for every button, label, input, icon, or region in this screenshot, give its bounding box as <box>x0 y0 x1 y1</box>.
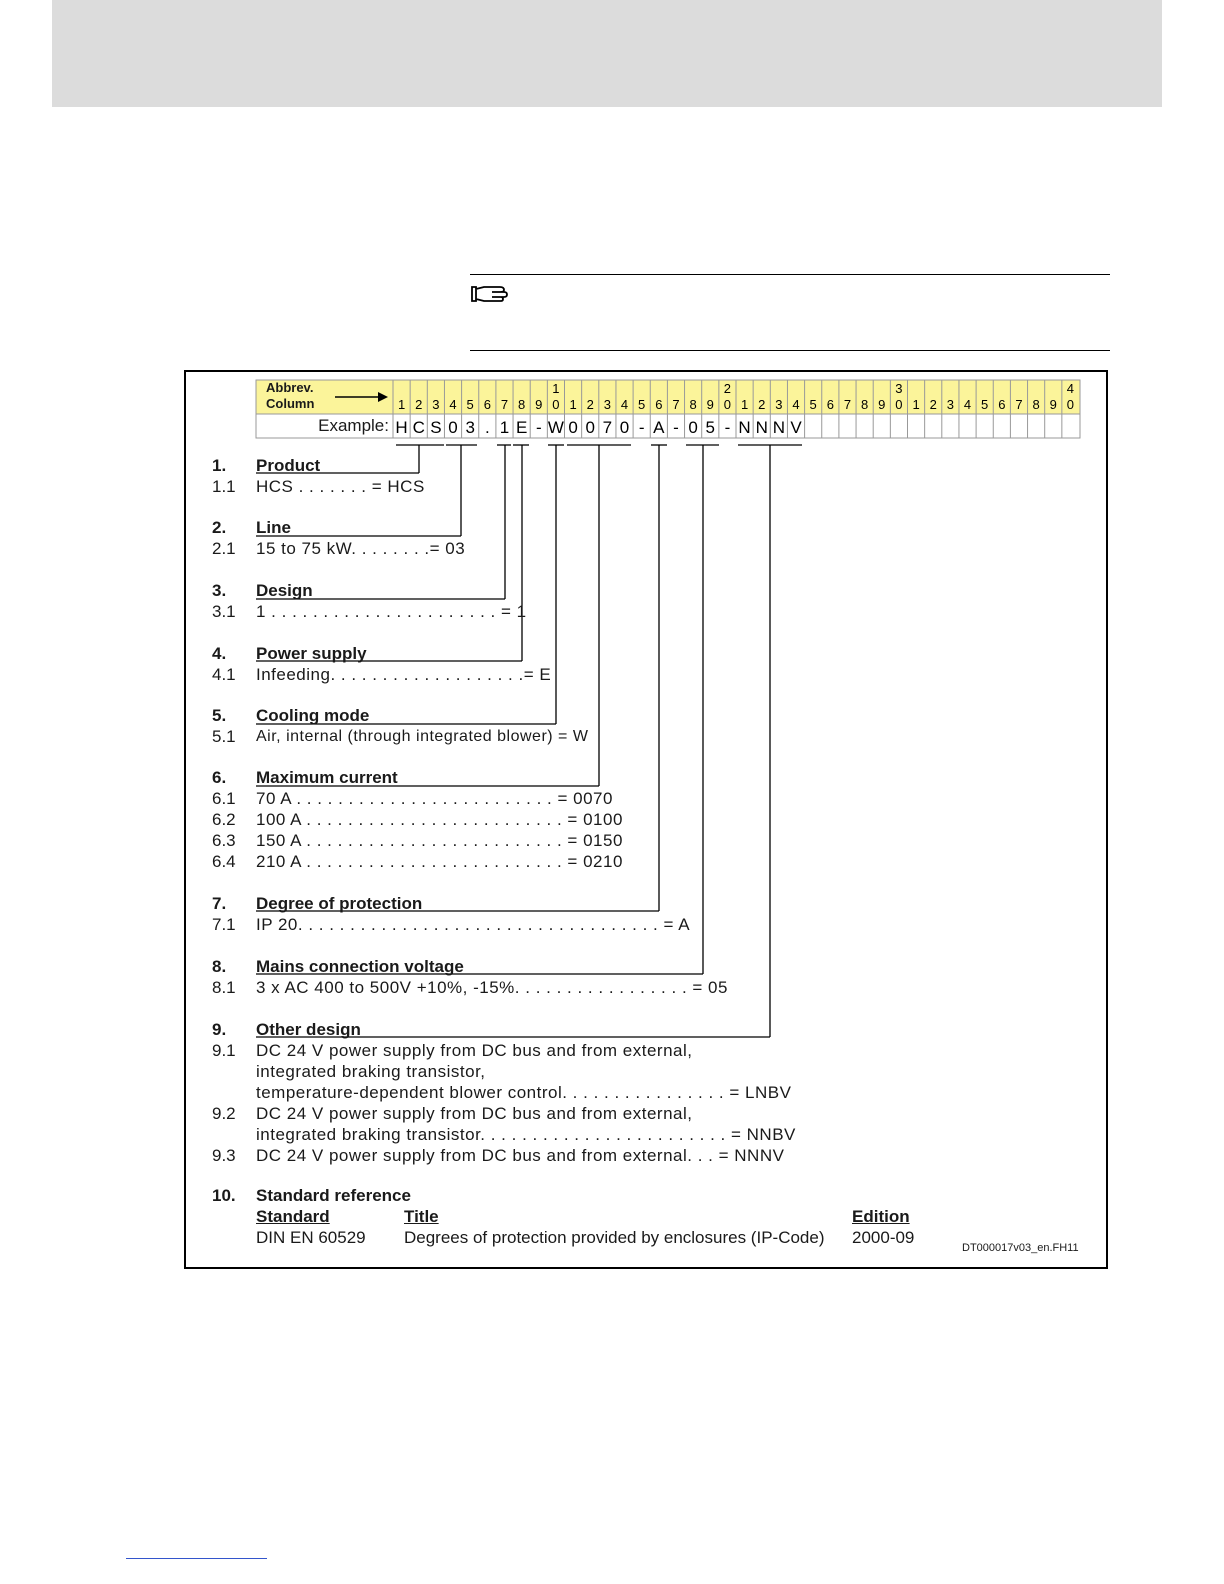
footer-rule <box>126 1558 267 1559</box>
column-tens-digit: 4 <box>1066 381 1075 396</box>
item-number: 9.2 <box>212 1104 236 1123</box>
item-line: 210 A . . . . . . . . . . . . . . . . . . . . . . . . . = 0210 <box>256 852 623 871</box>
column-digit: 9 <box>1049 397 1057 412</box>
example-char: 0 <box>688 418 698 437</box>
item-line: 1 . . . . . . . . . . . . . . . . . . . . . . = 1 <box>256 602 527 621</box>
example-char: . <box>484 418 490 437</box>
standard-value: DIN EN 60529 <box>256 1228 366 1247</box>
column-digit: 2 <box>929 397 937 412</box>
item-number: 6.1 <box>212 789 236 808</box>
column-digit: 0 <box>552 397 560 412</box>
section-heading: Degree of protection <box>256 894 423 913</box>
item-line: DC 24 V power supply from DC bus and from external, <box>256 1041 693 1060</box>
item-line: Air, internal (through integrated blower) = W <box>256 728 589 745</box>
item-number: 9.3 <box>212 1146 236 1165</box>
column-digit: 8 <box>689 397 697 412</box>
column-digit: 3 <box>946 397 954 412</box>
section-heading: Standard reference <box>256 1186 411 1205</box>
column-digit: 6 <box>655 397 663 412</box>
column-tens-digit: 3 <box>895 381 903 396</box>
example-char: 7 <box>602 418 613 437</box>
section-heading: Maximum current <box>256 768 398 787</box>
item-number: 3.1 <box>212 602 236 621</box>
item-line: HCS . . . . . . . = HCS <box>256 477 425 496</box>
column-digit: 1 <box>740 397 749 412</box>
section-number: 1. <box>212 456 227 475</box>
column-digit: 4 <box>792 397 800 412</box>
column-digit: 4 <box>449 397 457 412</box>
example-char: C <box>412 418 425 437</box>
section-number: 5. <box>212 706 227 725</box>
column-digit: 0 <box>723 397 732 412</box>
example-char: H <box>395 418 408 437</box>
section-heading: Mains connection voltage <box>256 957 464 976</box>
column-digit: 4 <box>963 397 972 412</box>
item-line: 70 A . . . . . . . . . . . . . . . . . . . . . . . . . = 0070 <box>256 789 613 808</box>
section-number: 10. <box>212 1186 236 1205</box>
column-digit: 1 <box>569 397 577 412</box>
section-number: 4. <box>212 644 227 663</box>
column-digit: 9 <box>706 397 714 412</box>
section-heading: Line <box>256 518 291 537</box>
example-char: N <box>738 418 751 437</box>
item-number: 6.4 <box>212 852 236 871</box>
item-number: 9.1 <box>212 1041 236 1060</box>
column-digit: 6 <box>826 397 834 412</box>
column-digit: 0 <box>1066 397 1075 412</box>
item-line: DC 24 V power supply from DC bus and from external, <box>256 1104 693 1123</box>
column-digit: 9 <box>535 397 543 412</box>
item-line: integrated braking transistor, <box>256 1062 486 1081</box>
column-digit: 7 <box>672 397 680 412</box>
item-line: IP 20. . . . . . . . . . . . . . . . . . . . . . . . . . . . . . . . . . . = A <box>256 915 691 934</box>
column-tens-digit: 1 <box>552 381 560 396</box>
example-char: 0 <box>619 418 630 437</box>
example-char: 5 <box>705 418 716 437</box>
example-char: 0 <box>585 418 595 437</box>
item-line: 3 x AC 400 to 500V +10%, -15%. . . . . . . . . . . . . . . . . = 05 <box>256 978 728 997</box>
section-number: 8. <box>212 957 227 976</box>
item-line: temperature-dependent blower control. . . . . . . . . . . . . . . . = LNBV <box>256 1083 792 1102</box>
column-digit: 1 <box>397 397 406 412</box>
item-line: integrated braking transistor. . . . . . . . . . . . . . . . . . . . . . . . = NNBV <box>256 1125 796 1144</box>
example-char: - <box>673 418 679 437</box>
col-edition: Edition <box>852 1207 910 1226</box>
section-heading: Cooling mode <box>256 706 370 725</box>
example-char: 0 <box>448 418 458 437</box>
item-number: 4.1 <box>212 665 236 684</box>
column-digit: 3 <box>603 397 611 412</box>
section-number: 2. <box>212 518 227 537</box>
section-number: 7. <box>212 894 227 913</box>
abbrev-arrow-head <box>378 392 388 402</box>
item-number: 8.1 <box>212 978 236 997</box>
example-char: N <box>755 418 768 437</box>
example-char: E <box>515 418 528 437</box>
column-tens-digit: 2 <box>723 381 732 396</box>
item-line: 150 A . . . . . . . . . . . . . . . . . . . . . . . . . = 0150 <box>256 831 623 850</box>
example-char: - <box>724 418 731 437</box>
col-standard: Standard <box>256 1207 330 1226</box>
section-heading: Product <box>256 456 321 475</box>
example-char: V <box>790 418 802 437</box>
column-digit: 7 <box>500 397 509 412</box>
example-char: 1 <box>499 418 510 437</box>
column-digit: 6 <box>483 397 491 412</box>
item-line: 15 to 75 kW. . . . . . . .= 03 <box>256 539 466 558</box>
column-digit: 2 <box>758 397 766 412</box>
section-heading: Power supply <box>256 644 367 663</box>
figure-id: DT000017v03_en.FH11 <box>962 1242 1079 1254</box>
section-number: 9. <box>212 1020 227 1039</box>
column-digit: 5 <box>638 397 646 412</box>
column-digit: 8 <box>861 397 869 412</box>
item-line: Infeeding. . . . . . . . . . . . . . . . . . .= E <box>256 665 552 684</box>
example-char: N <box>772 418 786 437</box>
column-digit: 7 <box>1015 397 1023 412</box>
abbrev-label: Abbrev. <box>266 380 314 395</box>
column-digit: 3 <box>775 397 783 412</box>
column-digit: 3 <box>432 397 440 412</box>
example-char: S <box>430 418 442 437</box>
column-digit: 8 <box>1032 397 1040 412</box>
item-number: 7.1 <box>212 915 236 934</box>
column-digit: 2 <box>586 397 594 412</box>
example-label: Example: <box>318 416 389 435</box>
item-number: 5.1 <box>212 727 236 746</box>
column-label: Column <box>266 396 315 411</box>
column-digit: 9 <box>878 397 886 412</box>
column-digit: 8 <box>518 397 526 412</box>
item-number: 6.3 <box>212 831 236 850</box>
section-number: 6. <box>212 768 227 787</box>
example-char: - <box>535 418 542 437</box>
column-digit: 1 <box>912 397 920 412</box>
grid-border <box>256 380 1080 438</box>
column-digit: 4 <box>620 397 629 412</box>
section-number: 3. <box>212 581 227 600</box>
item-number: 6.2 <box>212 810 236 829</box>
section-heading: Other design <box>256 1020 361 1039</box>
column-digit: 2 <box>415 397 423 412</box>
item-line: DC 24 V power supply from DC bus and from external. . . = NNNV <box>256 1146 785 1165</box>
title-value: Degrees of protection provided by enclosures (IP-Code) <box>404 1228 825 1247</box>
example-char: A <box>653 418 665 437</box>
item-number: 1.1 <box>212 477 236 496</box>
item-number: 2.1 <box>212 539 236 558</box>
column-digit: 5 <box>981 397 989 412</box>
edition-value: 2000-09 <box>852 1228 915 1247</box>
example-char: - <box>638 418 645 437</box>
column-digit: 5 <box>809 397 817 412</box>
col-title: Title <box>404 1207 439 1226</box>
column-digit: 0 <box>895 397 903 412</box>
column-digit: 5 <box>466 397 474 412</box>
column-digit: 6 <box>998 397 1006 412</box>
item-line: 100 A . . . . . . . . . . . . . . . . . . . . . . . . . = 0100 <box>256 810 623 829</box>
column-digit: 7 <box>843 397 852 412</box>
example-char: 0 <box>568 418 578 437</box>
example-char: 3 <box>465 418 475 437</box>
section-heading: Design <box>256 581 313 600</box>
example-char: W <box>547 418 564 437</box>
